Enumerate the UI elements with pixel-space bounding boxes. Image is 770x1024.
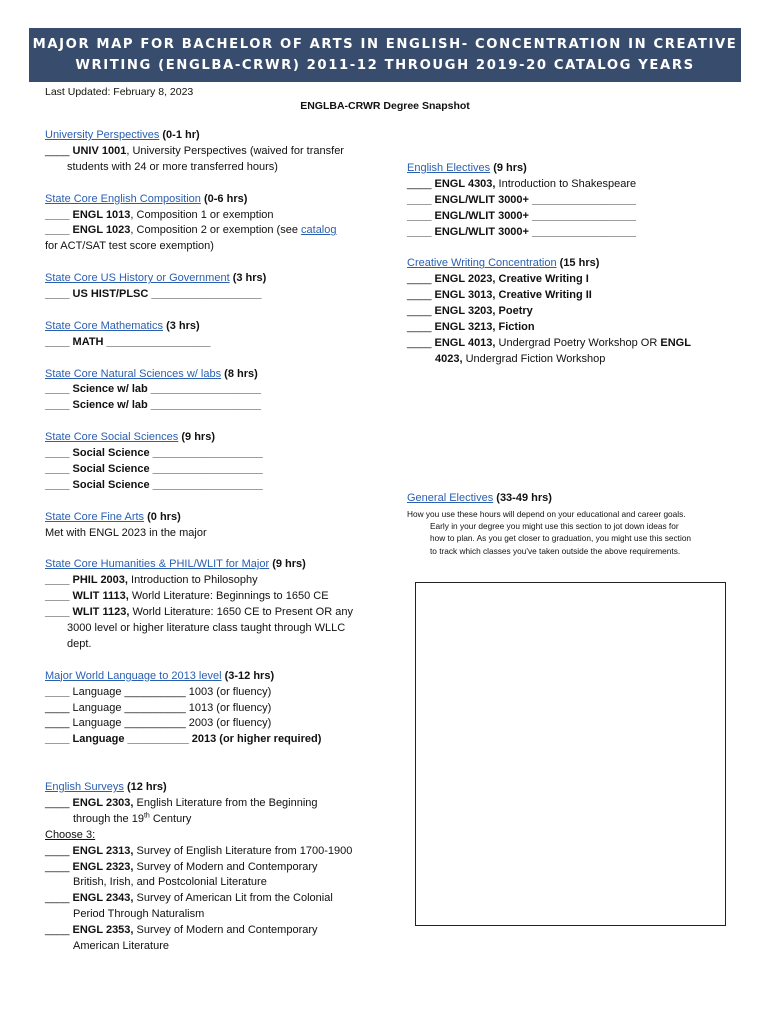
english-electives-link[interactable]: English Electives <box>407 162 491 174</box>
social-sciences-link[interactable]: State Core Social Sciences <box>45 431 179 444</box>
section-english-composition: State Core English Composition (0-6 hrs) ____ ENGL 1013, Composition 1 or exemption ____ ENGL 1023, Composition 2 or exemption (see catalog for ACT/SAT test score exemption) <box>45 192 337 253</box>
last-updated: Last Updated: February 8, 2023 <box>45 86 194 98</box>
humanities-link[interactable]: State Core Humanities & PHIL/WLIT for Major <box>45 558 270 571</box>
title-banner <box>29 28 741 82</box>
section-general-electives: General Electives (33-49 hrs) <box>407 492 552 504</box>
section-english-surveys: English Surveys (12 hrs) ____ ENGL 2303, English Literature from the Beginning through the 19th Century Choose 3: ____ ENGL 2313, Survey of English Literature from 1700-1900 ____ ENGL 2323, Survey of Modern and Contemporary British, Irish, and Postcolonial Literature ____ ENGL 2343, Survey of American Lit from the Colonial Period Through Naturalism ____ ENGL 2353, Survey of Modern and Contemporary American Literature <box>45 781 353 953</box>
general-electives-text: How you use these hours will depend on your educational and career goals. Early in your degree you might use this section to jot down ideas for how to plan. As you get closer to graduation, you might use this section to track which classes you've taken outside the above requirements. <box>407 509 692 556</box>
mathematics-link[interactable]: State Core Mathematics <box>45 319 163 332</box>
title-line-1: MAJOR MAP FOR BACHELOR OF ARTS IN ENGLISH- CONCENTRATION IN CREATIVE <box>32 37 738 52</box>
section-fine-arts: State Core Fine Arts (0 hrs) Met with ENGL 2023 in the major <box>45 510 207 539</box>
section-social-sciences: State Core Social Sciences (9 hrs) ____ Social Science __________________ ____ Social Science __________________ ____ Social Science __________________ <box>45 431 263 491</box>
right-column <box>407 161 737 384</box>
title-line-2: WRITING (ENGLBA-CRWR) 2011-12 THROUGH 2019-20 CATALOG YEARS <box>75 58 695 73</box>
section-world-language: Major World Language to 2013 level (3-12 hrs) ____ Language __________ 1003 (or fluency) ____ Language __________ 1013 (or fluency) ____ Language __________ 2003 (or fluency) ____ Language __________ 2013 (or higher required) <box>45 669 322 746</box>
world-language-link[interactable]: Major World Language to 2013 level <box>45 669 222 682</box>
left-column <box>45 128 375 971</box>
fine-arts-link[interactable]: State Core Fine Arts <box>45 510 145 523</box>
section-natural-sciences: State Core Natural Sciences w/ labs (8 hrs) ____ Science w/ lab __________________ ____ Science w/ lab __________________ <box>45 367 261 412</box>
creative-writing-link[interactable]: Creative Writing Concentration <box>407 257 557 270</box>
english-composition-link[interactable]: State Core English Composition <box>45 192 201 205</box>
general-electives-link[interactable]: General Electives <box>407 492 494 504</box>
university-perspectives-link[interactable]: University Perspectives <box>45 129 160 141</box>
section-creative-writing: Creative Writing Concentration (15 hrs) ____ ENGL 2023, Creative Writing I ____ ENGL 3013, Creative Writing II ____ ENGL 3203, Poetry ____ ENGL 3213, Fiction ____ ENGL 4013, Undergrad Poetry Workshop OR ENGL 4023, Undergrad Fiction Workshop <box>407 257 691 365</box>
catalog-link[interactable]: catalog <box>301 224 337 237</box>
section-university-perspectives: University Perspectives (0-1 hr) ____ UNIV 1001, University Perspectives (waived for transfer students with 24 or more transferred hours) <box>45 129 344 173</box>
section-humanities: State Core Humanities & PHIL/WLIT for Major (9 hrs) ____ PHIL 2003, Introduction to Philosophy ____ WLIT 1113, World Literature: Beginnings to 1650 CE ____ WLIT 1123, World Literature: 1650 CE to Present OR any 3000 level or higher literature class taught through WLLC dept. <box>45 558 353 650</box>
natural-sciences-link[interactable]: State Core Natural Sciences w/ labs <box>45 367 222 380</box>
english-surveys-link[interactable]: English Surveys <box>45 781 124 793</box>
us-history-link[interactable]: State Core US History or Government <box>45 272 230 285</box>
notes-box[interactable] <box>415 582 726 926</box>
section-mathematics: State Core Mathematics (3 hrs) ____ MATH _________________ <box>45 319 211 348</box>
snapshot-title: ENGLBA-CRWR Degree Snapshot <box>300 100 470 112</box>
section-english-electives: English Electives (9 hrs) ____ ENGL 4303, Introduction to Shakespeare ____ ENGL/WLIT 3000+ _________________ ____ ENGL/WLIT 3000+ _________________ ____ ENGL/WLIT 3000+ _________________ <box>407 162 637 238</box>
section-us-history: State Core US History or Government (3 hrs) ____ US HIST/PLSC __________________ <box>45 272 267 301</box>
